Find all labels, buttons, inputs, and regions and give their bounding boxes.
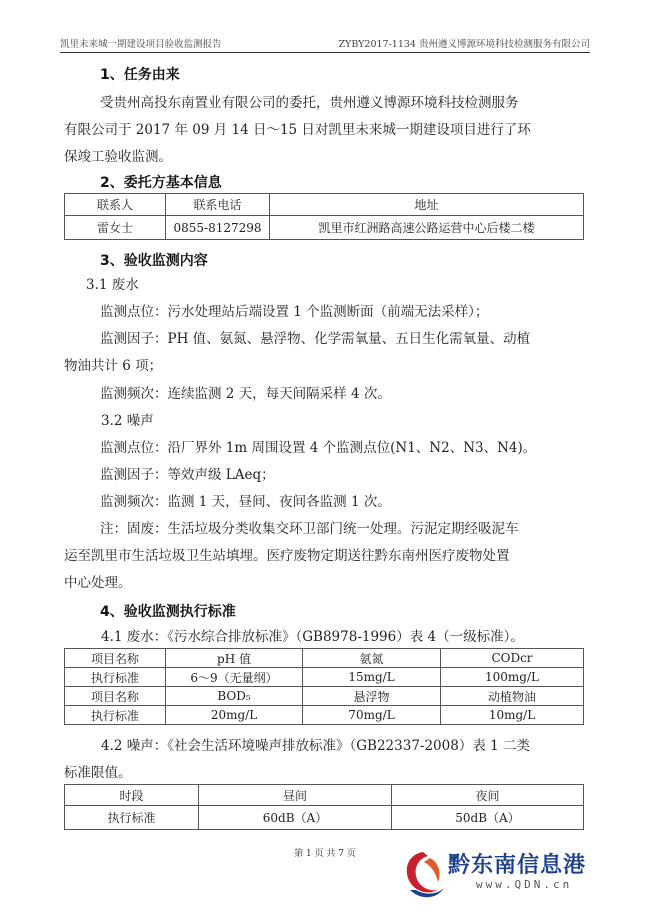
s4-noise-standard-2: 标准限值。 [64,765,132,781]
header-left: 凯里未来城一期建设项目验收监测报告 [60,39,222,50]
table-cell: 执行标准 [65,706,166,725]
swirl-logo-icon [398,844,448,904]
page-header [60,36,590,53]
table-cell: 15mg/L [303,668,441,687]
table-cell: 70mg/L [303,706,441,725]
watermark-text: 黔东南信息港 [448,852,587,878]
table-cell: 动植物油 [441,687,584,706]
table-header-cell: 联系电话 [166,194,270,216]
s3-ww-factor-2: 物油共计 6 项； [64,358,163,374]
table-cell: 氨氮 [303,649,441,668]
s4-noise-standard-1: 4.2 噪声：《社会生活环境噪声排放标准》（GB22337-2008）表 1 二类 [101,738,531,754]
wastewater-standard-table [64,648,584,725]
s3-ww-factor-1: 监测因子：PH 值、氨氮、悬浮物、化学需氧量、五日生化需氧量、动植 [100,331,531,347]
table-cell: 0855-8127298 [166,216,270,240]
s1-line2: 有限公司于 2017 年 09 月 14 日～15 日对凯里未来城一期建设项目进行了环 [64,122,531,138]
table-cell: 60dB（A） [199,806,392,830]
s3-ww-point: 监测点位：污水处理站后端设置 1 个监测断面（前端无法采样）； [100,304,489,320]
table-header-cell: 联系人 [65,194,166,216]
s3-noise-freq: 监测频次：监测 1 天，昼间、夜间各监测 1 次。 [100,494,391,510]
table-cell: 悬浮物 [303,687,441,706]
section-1-title: 1、任务由来 [100,67,180,83]
page-number: 第 1 页 共 7 页 [294,849,356,859]
table-header-cell: 地址 [270,194,584,216]
s3-noise-point: 监测点位：沿厂界外 1m 周围设置 4 个监测点位(N1、N2、N3、N4)。 [100,440,537,456]
table-cell: 项目名称 [65,649,166,668]
watermark-logo [398,844,608,906]
s3-sub-noise: 3.2 噪声 [101,413,154,429]
table-cell: CODcr [441,649,584,668]
table-header-cell: 时段 [65,785,199,806]
table-cell: 20mg/L [166,706,303,725]
noise-standard-table [64,784,584,830]
table-cell: 100mg/L [441,668,584,687]
s4-wastewater-standard: 4.1 废水：《污水综合排放标准》（GB8978-1996）表 4（一级标准）。 [101,629,524,645]
client-info-table [64,193,584,240]
s1-line3: 保竣工验收监测。 [64,149,172,165]
table-cell: 执行标准 [65,668,166,687]
table-header-cell: 夜间 [392,785,584,806]
s3-noise-factor: 监测因子：等效声级 LAeq； [100,467,275,483]
section-4-title: 4、验收监测执行标准 [100,604,236,620]
header-right: ZYBY2017-1134 贵州遵义博源环境科技检测服务有限公司 [338,39,590,50]
table-header-cell: 昼间 [199,785,392,806]
s3-ww-freq: 监测频次：连续监测 2 天，每天间隔采样 4 次。 [100,386,391,402]
s3-note-1: 注：固废：生活垃圾分类收集交环卫部门统一处理。污泥定期经吸泥车 [100,521,519,537]
section-3-title: 3、验收监测内容 [100,253,208,269]
table-cell: 6～9（无量纲） [166,668,303,687]
s1-line1: 受贵州高投东南置业有限公司的委托，贵州遵义博源环境科技检测服务 [100,95,519,111]
table-cell: pH 值 [166,649,303,668]
table-cell: 凯里市红洲路高速公路运营中心后楼二楼 [270,216,584,240]
table-cell: 10mg/L [441,706,584,725]
watermark-url: www.QDN.cn [476,878,573,891]
s3-note-3: 中心处理。 [64,575,132,591]
table-cell: 50dB（A） [392,806,584,830]
table-cell: 项目名称 [65,687,166,706]
s3-note-2: 运至凯里市生活垃圾卫生站填埋。医疗废物定期送往黔东南州医疗废物处置 [64,548,510,564]
section-2-title: 2、委托方基本信息 [100,175,222,191]
s3-sub-wastewater: 3.1 废水 [86,277,139,293]
table-cell: 雷女士 [65,216,166,240]
table-cell: BOD₅ [166,687,303,706]
table-cell: 执行标准 [65,806,199,830]
